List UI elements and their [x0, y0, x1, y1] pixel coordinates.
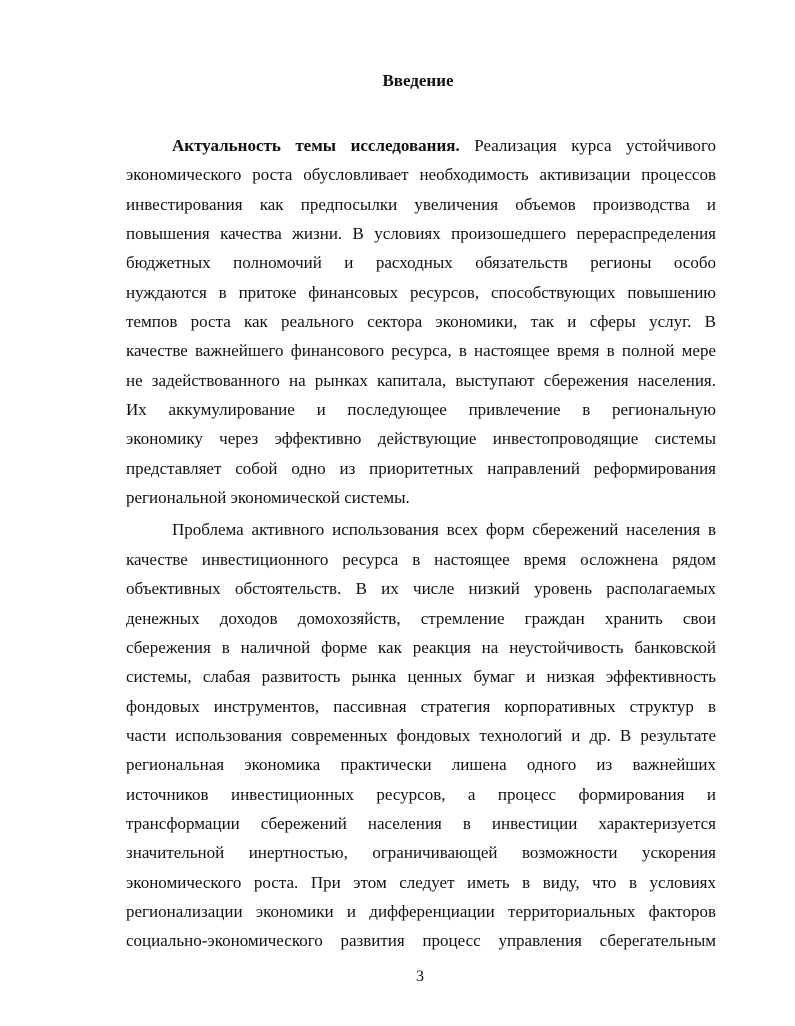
paragraph-1-line: не задействованного на рынках капитала, выступают сбережения населения. — [126, 370, 716, 390]
paragraph-2-line: Проблема активного использования всех форм сбережений населения в — [172, 520, 716, 540]
paragraph-1-line: бюджетных полномочий и расходных обязательств регионы особо — [126, 253, 716, 273]
paragraph-1-line: нуждаются в притоке финансовых ресурсов, способствующих повышению — [126, 282, 716, 302]
paragraph-1-line: повышения качества жизни. В условиях произошедшего перераспределения — [126, 224, 716, 244]
paragraph-1-line: региональной экономической системы. — [126, 488, 410, 508]
paragraph-1-line-text: Реализация курса устойчивого — [474, 136, 717, 155]
paragraph-1-line: качестве важнейшего финансового ресурса, в настоящее время в полной мере — [126, 341, 716, 361]
paragraph-2-line: объективных обстоятельств. В их числе низкий уровень располагаемых — [126, 579, 716, 599]
paragraph-2-line: экономического роста. При этом следует иметь в виду, что в условиях — [126, 872, 716, 892]
paragraph-1-lead: Актуальность темы исследования. — [172, 136, 460, 155]
paragraph-1-line: инвестирования как предпосылки увеличения объемов производства и — [126, 194, 716, 214]
paragraph-1-line: темпов роста как реального сектора экономики, так и сферы услуг. В — [126, 312, 716, 332]
paragraph-2-line: источников инвестиционных ресурсов, а процесс формирования и — [126, 784, 716, 804]
page-number: 3 — [416, 968, 424, 985]
body-text — [126, 131, 716, 956]
paragraph-2-line: значительной инертностью, ограничивающей возможности ускорения — [126, 843, 716, 863]
paragraph-2-line: сбережения в наличной форме как реакция на неустойчивость банковской — [126, 637, 716, 657]
paragraph-2-line: региональная экономика практически лишена одного из важнейших — [126, 755, 716, 775]
paragraph-1-line: Их аккумулирование и последующее привлечение в региональную — [126, 400, 716, 420]
paragraph-2-line: системы, слабая развитость рынка ценных бумаг и низкая эффективность — [126, 667, 716, 687]
paragraph-1-line: экономику через эффективно действующие инвестопроводящие системы — [126, 429, 716, 449]
paragraph-2-line: социально-экономического развития процесс управления сберегательным — [126, 931, 716, 951]
paragraph-2-line: части использования современных фондовых технологий и др. В результате — [126, 725, 716, 745]
paragraph-2-line: денежных доходов домохозяйств, стремление граждан хранить свои — [126, 608, 716, 628]
paragraph-1-line — [126, 131, 716, 160]
paragraph-2-line: трансформации сбережений населения в инвестиции характеризуется — [126, 813, 716, 833]
paragraph-1-line: представляет собой одно из приоритетных направлений реформирования — [126, 458, 716, 478]
paragraph-2-line: качестве инвестиционного ресурса в настоящее время осложнена рядом — [126, 549, 716, 569]
paragraph-1-line: экономического роста обусловливает необходимость активизации процессов — [126, 165, 716, 185]
section-heading: Введение — [382, 71, 454, 90]
paragraph-2-line: фондовых инструментов, пассивная стратегия корпоративных структур в — [126, 696, 716, 716]
paragraph-2-line: регионализации экономики и дифференциации территориальных факторов — [126, 901, 716, 921]
